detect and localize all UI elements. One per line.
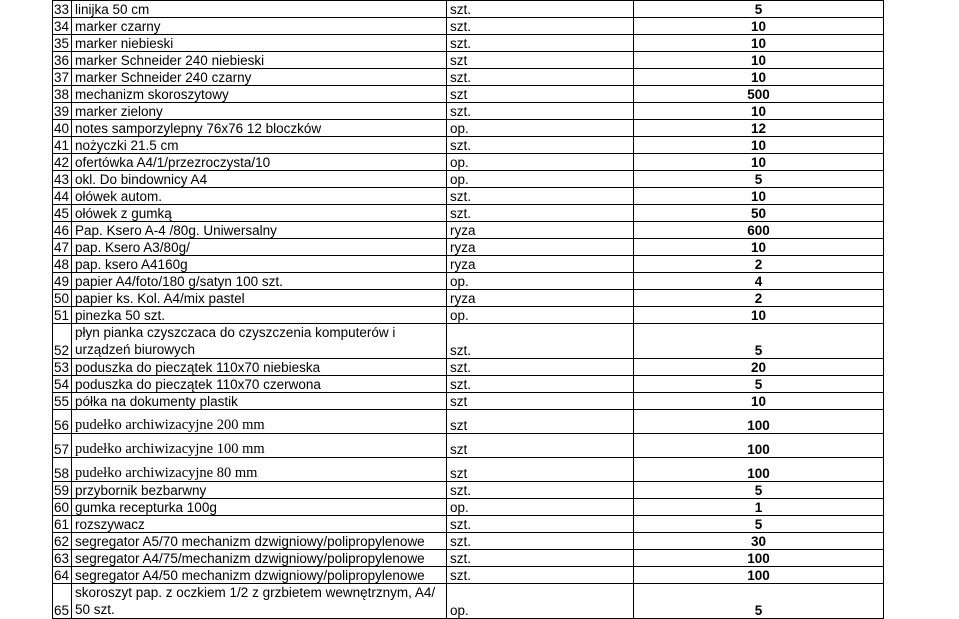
item-unit: szt. (447, 137, 634, 154)
item-quantity: 5 (634, 376, 884, 393)
table-row (53, 239, 884, 256)
table-row (53, 533, 884, 550)
item-name: gumka recepturka 100g (72, 499, 447, 516)
table-row (53, 52, 884, 69)
item-name: ofertówka A4/1/przezroczysta/10 (72, 154, 447, 171)
item-name: Pap. Ksero A-4 /80g. Uniwersalny (72, 222, 447, 239)
item-name: przybornik bezbarwny (72, 482, 447, 499)
item-quantity: 10 (634, 393, 884, 410)
item-name: pap. ksero A4160g (72, 256, 447, 273)
row-number: 64 (53, 567, 72, 584)
item-unit: szt (447, 52, 634, 69)
item-name: pudełko archiwizacyjne 100 mm (72, 434, 447, 458)
item-name: linijka 50 cm (72, 1, 447, 18)
row-number: 33 (53, 1, 72, 18)
table-row (53, 307, 884, 324)
item-unit: szt. (447, 376, 634, 393)
table-row (53, 188, 884, 205)
item-name: mechanizm skoroszytowy (72, 86, 447, 103)
item-unit: szt. (447, 18, 634, 35)
row-number: 35 (53, 35, 72, 52)
item-name: pinezka 50 szt. (72, 307, 447, 324)
item-name: poduszka do pieczątek 110x70 czerwona (72, 376, 447, 393)
item-unit: szt. (447, 567, 634, 584)
supplies-table-body (53, 1, 884, 619)
item-unit: szt (447, 86, 634, 103)
item-name: ołówek z gumką (72, 205, 447, 222)
table-row (53, 222, 884, 239)
row-number: 49 (53, 273, 72, 290)
item-name: półka na dokumenty plastik (72, 393, 447, 410)
row-number: 54 (53, 376, 72, 393)
item-quantity: 12 (634, 120, 884, 137)
table-row (53, 86, 884, 103)
item-quantity: 100 (634, 550, 884, 567)
item-unit: szt. (447, 359, 634, 376)
item-quantity: 10 (634, 137, 884, 154)
item-unit: szt (447, 410, 634, 434)
item-unit: ryza (447, 256, 634, 273)
item-name: okl. Do bindownicy A4 (72, 171, 447, 188)
row-number: 47 (53, 239, 72, 256)
table-row (53, 1, 884, 18)
item-name: poduszka do pieczątek 110x70 niebieska (72, 359, 447, 376)
item-name: pudełko archiwizacyjne 200 mm (72, 410, 447, 434)
row-number: 34 (53, 18, 72, 35)
item-name: ołówek autom. (72, 188, 447, 205)
row-number: 36 (53, 52, 72, 69)
item-quantity: 5 (634, 324, 884, 359)
row-number: 56 (53, 410, 72, 434)
item-name: segregator A4/75/mechanizm dzwigniowy/polipropylenowe (72, 550, 447, 567)
row-number: 60 (53, 499, 72, 516)
item-name: segregator A4/50 mechanizm dzwigniowy/polipropylenowe (72, 567, 447, 584)
item-name: segregator A5/70 mechanizm dzwigniowy/polipropylenowe (72, 533, 447, 550)
item-name: marker Schneider 240 czarny (72, 69, 447, 86)
item-quantity: 4 (634, 273, 884, 290)
table-row (53, 550, 884, 567)
item-quantity: 5 (634, 584, 884, 619)
item-quantity: 600 (634, 222, 884, 239)
item-quantity: 1 (634, 499, 884, 516)
table-row (53, 324, 884, 359)
table-row (53, 458, 884, 482)
item-quantity: 10 (634, 52, 884, 69)
table-row (53, 434, 884, 458)
table-row (53, 290, 884, 307)
row-number: 45 (53, 205, 72, 222)
supplies-table (52, 0, 884, 619)
item-name: papier ks. Kol. A4/mix pastel (72, 290, 447, 307)
item-quantity: 2 (634, 290, 884, 307)
table-row (53, 103, 884, 120)
item-quantity: 500 (634, 86, 884, 103)
item-unit: szt. (447, 205, 634, 222)
item-unit: szt. (447, 324, 634, 359)
table-row (53, 171, 884, 188)
item-unit: szt. (447, 188, 634, 205)
item-unit: op. (447, 307, 634, 324)
row-number: 46 (53, 222, 72, 239)
item-quantity: 10 (634, 307, 884, 324)
table-row (53, 18, 884, 35)
item-unit: szt. (447, 35, 634, 52)
item-name: nożyczki 21.5 cm (72, 137, 447, 154)
table-row (53, 35, 884, 52)
item-quantity: 100 (634, 410, 884, 434)
row-number: 38 (53, 86, 72, 103)
row-number: 53 (53, 359, 72, 376)
row-number: 41 (53, 137, 72, 154)
item-unit: szt. (447, 516, 634, 533)
table-row (53, 516, 884, 533)
item-unit: op. (447, 120, 634, 137)
item-unit: szt (447, 393, 634, 410)
item-quantity: 100 (634, 567, 884, 584)
row-number: 42 (53, 154, 72, 171)
item-unit: szt (447, 458, 634, 482)
item-unit: ryza (447, 222, 634, 239)
row-number: 52 (53, 324, 72, 359)
row-number: 63 (53, 550, 72, 567)
item-name: płyn pianka czyszczaca do czyszczenia komputerów i urządzeń biurowych (72, 324, 447, 359)
table-row (53, 205, 884, 222)
row-number: 39 (53, 103, 72, 120)
item-name: pudełko archiwizacyjne 80 mm (72, 458, 447, 482)
item-quantity: 100 (634, 434, 884, 458)
item-quantity: 50 (634, 205, 884, 222)
table-row (53, 69, 884, 86)
item-name: papier A4/foto/180 g/satyn 100 szt. (72, 273, 447, 290)
item-quantity: 10 (634, 18, 884, 35)
item-quantity: 5 (634, 171, 884, 188)
item-unit: ryza (447, 290, 634, 307)
row-number: 59 (53, 482, 72, 499)
item-unit: ryza (447, 239, 634, 256)
item-quantity: 100 (634, 458, 884, 482)
table-row (53, 482, 884, 499)
item-quantity: 5 (634, 516, 884, 533)
item-quantity: 10 (634, 239, 884, 256)
item-unit: szt. (447, 533, 634, 550)
item-name: marker niebieski (72, 35, 447, 52)
table-row (53, 137, 884, 154)
item-name: skoroszyt pap. z oczkiem 1/2 z grzbietem wewnętrznym, A4/ 50 szt. (72, 584, 447, 619)
table-row (53, 273, 884, 290)
table-row (53, 120, 884, 137)
item-quantity: 10 (634, 69, 884, 86)
table-row (53, 376, 884, 393)
item-unit: op. (447, 273, 634, 290)
item-unit: szt. (447, 103, 634, 120)
item-name: pap. Ksero A3/80g/ (72, 239, 447, 256)
item-unit: szt. (447, 1, 634, 18)
row-number: 61 (53, 516, 72, 533)
row-number: 37 (53, 69, 72, 86)
table-row (53, 584, 884, 619)
table-row (53, 499, 884, 516)
table-row (53, 410, 884, 434)
table-row (53, 154, 884, 171)
item-unit: op. (447, 154, 634, 171)
item-unit: op. (447, 584, 634, 619)
item-name: rozszywacz (72, 516, 447, 533)
table-row (53, 393, 884, 410)
item-name: marker Schneider 240 niebieski (72, 52, 447, 69)
row-number: 65 (53, 584, 72, 619)
row-number: 58 (53, 458, 72, 482)
item-quantity: 10 (634, 35, 884, 52)
row-number: 62 (53, 533, 72, 550)
row-number: 43 (53, 171, 72, 188)
item-unit: szt. (447, 550, 634, 567)
item-quantity: 20 (634, 359, 884, 376)
item-name: marker czarny (72, 18, 447, 35)
item-quantity: 10 (634, 103, 884, 120)
row-number: 44 (53, 188, 72, 205)
item-name: marker zielony (72, 103, 447, 120)
item-unit: szt (447, 434, 634, 458)
item-unit: szt. (447, 482, 634, 499)
row-number: 50 (53, 290, 72, 307)
item-quantity: 2 (634, 256, 884, 273)
item-quantity: 10 (634, 154, 884, 171)
item-unit: szt. (447, 69, 634, 86)
row-number: 48 (53, 256, 72, 273)
table-row (53, 256, 884, 273)
item-quantity: 5 (634, 482, 884, 499)
row-number: 40 (53, 120, 72, 137)
row-number: 51 (53, 307, 72, 324)
row-number: 55 (53, 393, 72, 410)
item-quantity: 30 (634, 533, 884, 550)
item-quantity: 5 (634, 1, 884, 18)
item-unit: op. (447, 171, 634, 188)
table-row (53, 567, 884, 584)
row-number: 57 (53, 434, 72, 458)
item-name: notes samporzylepny 76x76 12 bloczków (72, 120, 447, 137)
item-unit: op. (447, 499, 634, 516)
table-row (53, 359, 884, 376)
item-quantity: 10 (634, 188, 884, 205)
